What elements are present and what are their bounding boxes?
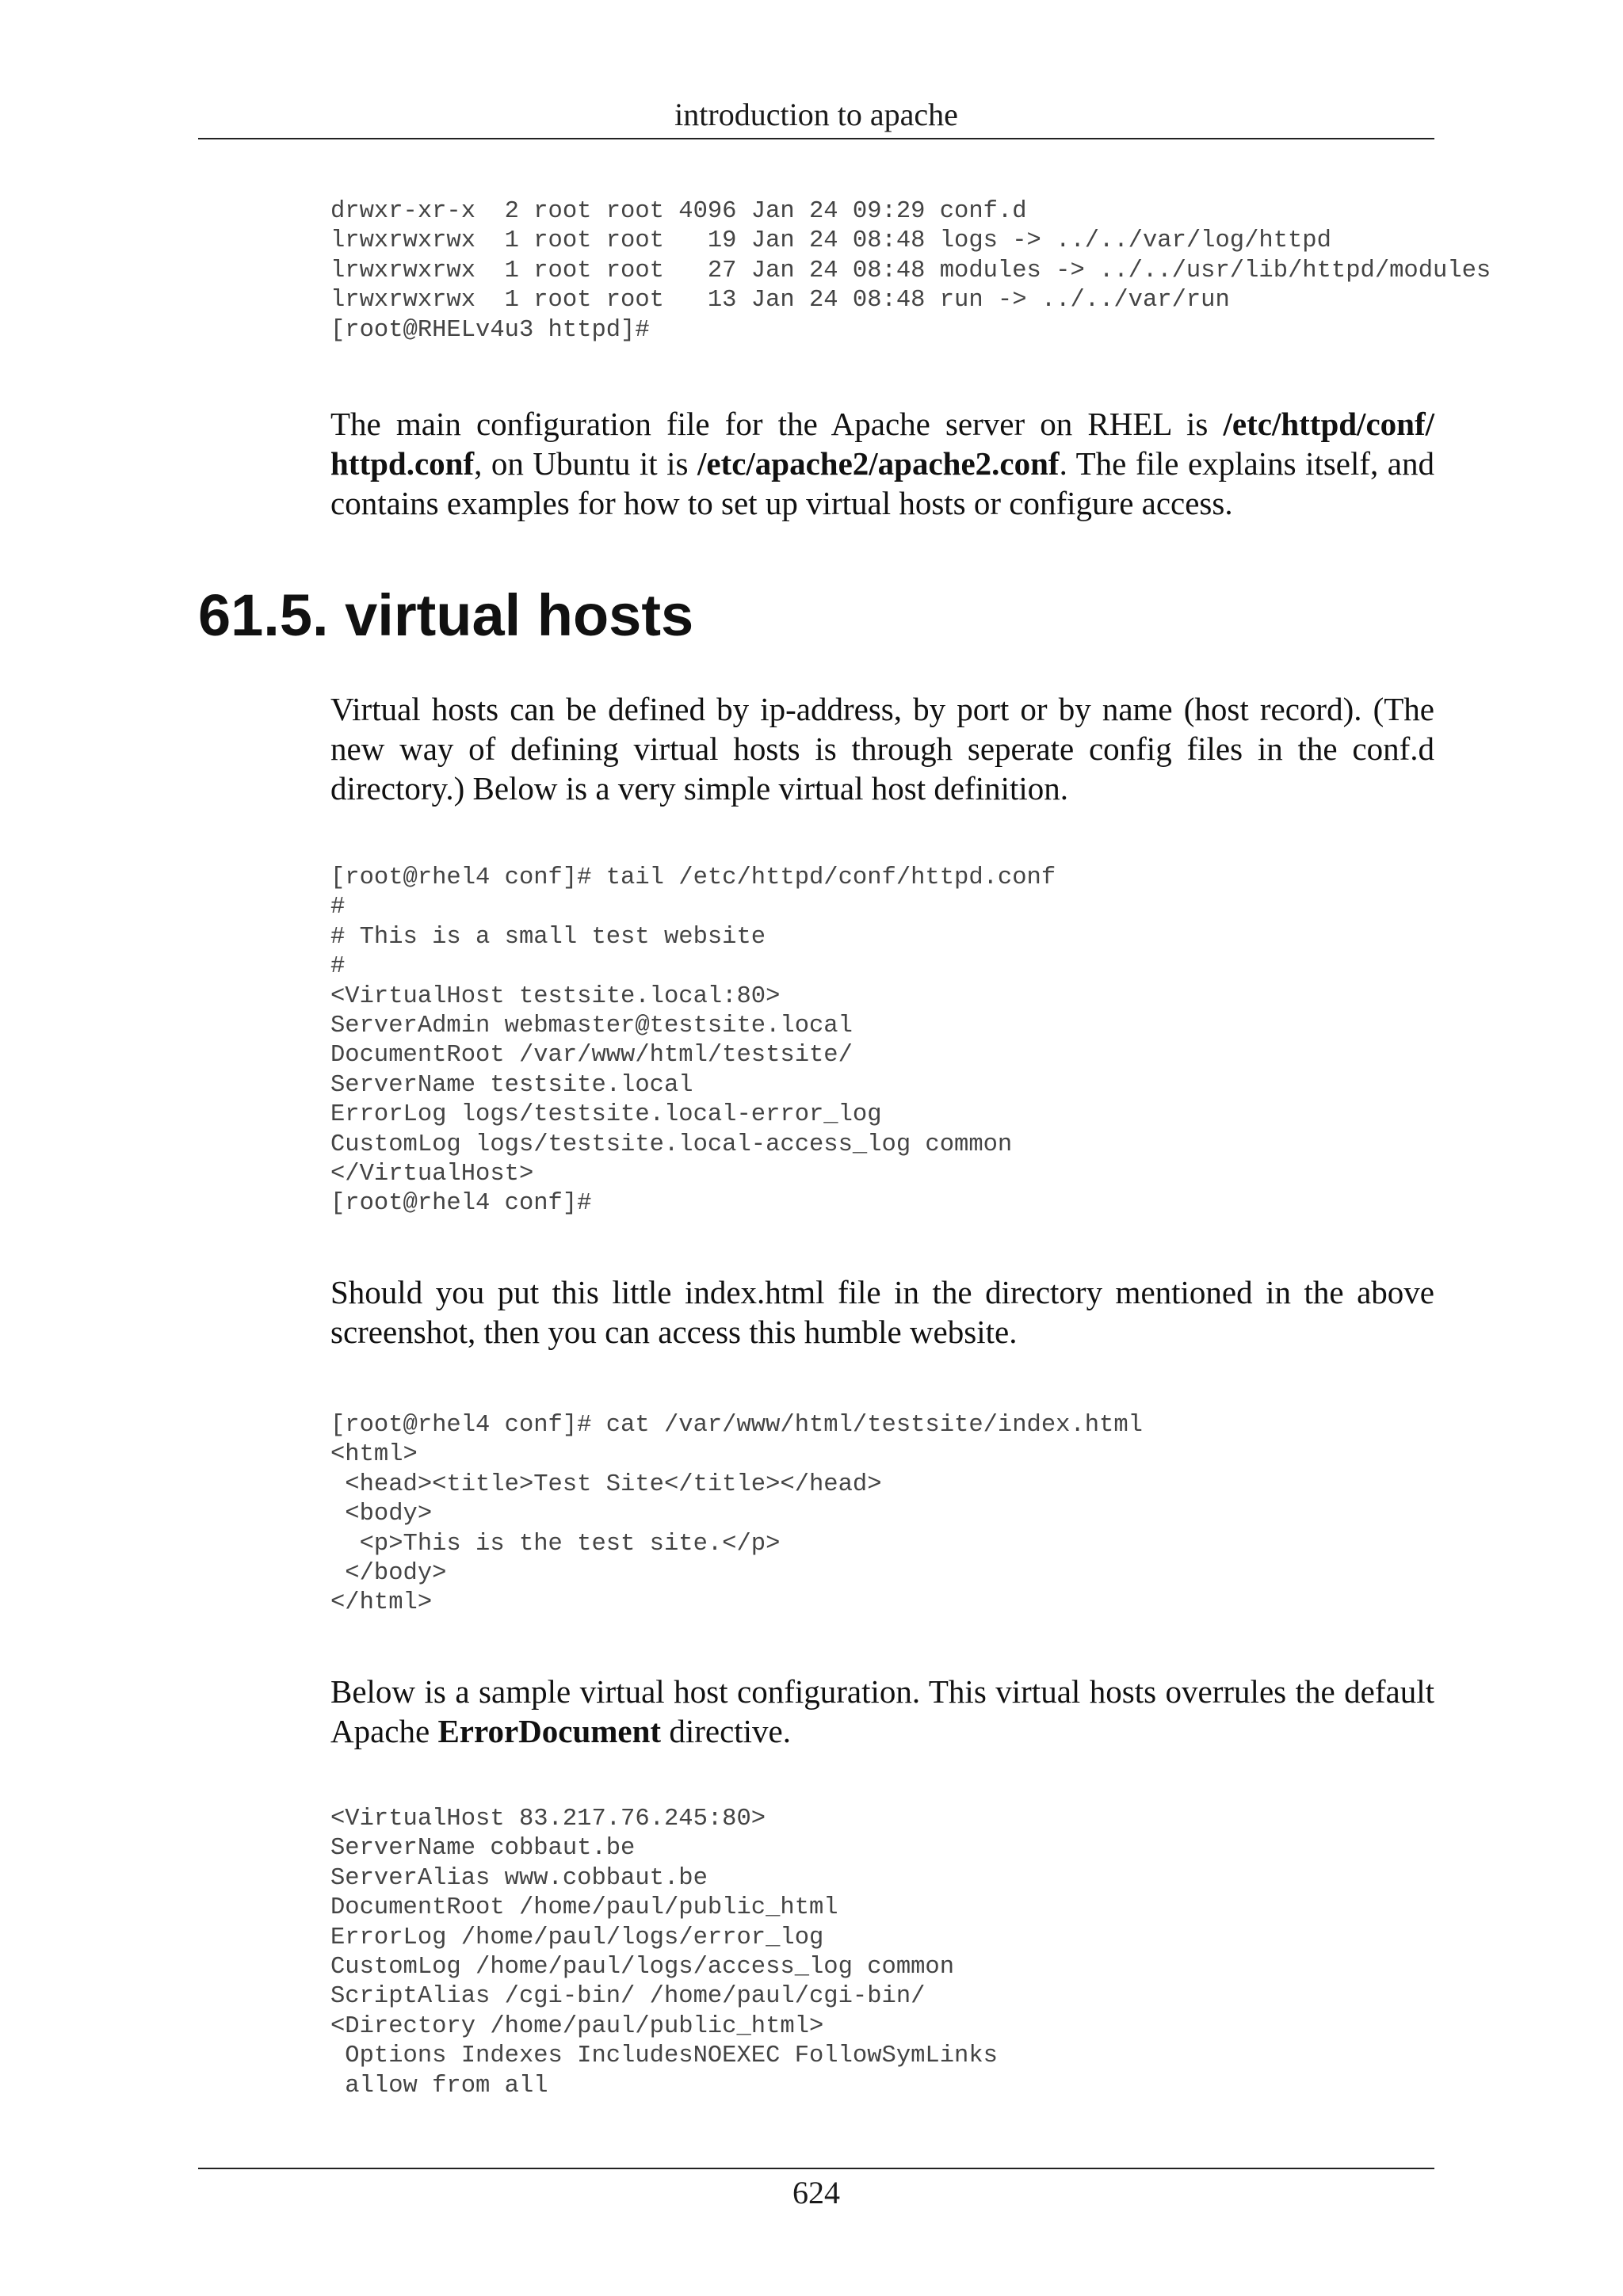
code-line: ErrorLog /home/paul/logs/error_log [330, 1924, 824, 1951]
code-line: ServerAdmin webmaster@testsite.local [330, 1012, 853, 1039]
code-line: [root@rhel4 conf]# cat /var/www/html/testsite/index.html [330, 1412, 1143, 1439]
code-line: ScriptAlias /cgi-bin/ /home/paul/cgi-bin/ [330, 1983, 926, 2011]
page-number: 624 [792, 2175, 840, 2210]
code-line: <p>This is the test site.</p> [330, 1530, 781, 1558]
running-header: introduction to apache [674, 97, 958, 132]
code-line: [root@rhel4 conf]# tail /etc/httpd/conf/httpd.conf [330, 864, 1056, 891]
paragraph-index-html: Should you put this little index.html file in the directory mentioned in the above screenshot, then you can access this humble website. [330, 1274, 1434, 1350]
code-line: CustomLog /home/paul/logs/access_log common [330, 1953, 955, 1981]
code-line: <VirtualHost 83.217.76.245:80> [330, 1806, 766, 1833]
code-line: </html> [330, 1589, 433, 1617]
code-line: # This is a small test website [330, 923, 766, 951]
code-line: lrwxrwxrwx 1 root root 27 Jan 24 08:48 modules -> ../../usr/lib/httpd/modules [330, 257, 1491, 284]
path-rhel-config: /etc/httpd/conf/ httpd.conf [330, 406, 1434, 482]
code-line: ServerName cobbaut.be [330, 1835, 636, 1863]
code-line: lrwxrwxrwx 1 root root 13 Jan 24 08:48 run -> ../../var/run [330, 287, 1230, 315]
code-line: lrwxrwxrwx 1 root root 19 Jan 24 08:48 logs -> ../../var/log/httpd [330, 227, 1331, 255]
error-document-directive: ErrorDocument [437, 1713, 662, 1749]
code-line: <head><title>Test Site</title></head> [330, 1470, 882, 1498]
code-line: CustomLog logs/testsite.local-access_log common [330, 1131, 1013, 1158]
code-line: drwxr-xr-x 2 root root 4096 Jan 24 09:29 conf.d [330, 198, 1027, 225]
path-ubuntu-config: /etc/apache2/apache2.conf [697, 445, 1060, 482]
code-line: Options Indexes IncludesNOEXEC FollowSymLinks [330, 2042, 998, 2070]
header-rule [198, 138, 1434, 139]
code-listing-virtualhost-config [330, 1805, 998, 2101]
code-line: DocumentRoot /home/paul/public_html [330, 1894, 838, 1922]
code-line: </body> [330, 1559, 447, 1587]
footer-rule [198, 2168, 1434, 2169]
code-line: allow from all [330, 2072, 548, 2100]
code-line: </VirtualHost> [330, 1160, 534, 1188]
paragraph-config-file: The main configuration file for the Apache server on RHEL is /etc/httpd/conf/ httpd.conf, on Ubuntu it is /etc/apache2/apache2.conf. The file explains itself, and contains examples for how to set up virtual hosts or configure access. [330, 406, 1434, 521]
code-line: <VirtualHost testsite.local:80> [330, 982, 781, 1010]
code-line: [root@rhel4 conf]# [330, 1190, 592, 1218]
code-line: <html> [330, 1441, 418, 1469]
code-line: # [330, 894, 346, 921]
code-line: [root@RHELv4u3 httpd]# [330, 316, 650, 344]
section-title: 61.5. virtual hosts [198, 582, 694, 648]
code-line: # [330, 953, 346, 981]
paragraph-sample-config: Below is a sample virtual host configuration. This virtual hosts overrules the default Apache ErrorDocument directive. [330, 1673, 1434, 1749]
code-line: ErrorLog logs/testsite.local-error_log [330, 1101, 882, 1129]
code-listing-httpd-conf [330, 864, 1056, 1219]
code-listing-index-html [330, 1411, 1143, 1619]
code-listing-directory [330, 197, 1491, 345]
code-line: <Directory /home/paul/public_html> [330, 2012, 824, 2040]
paragraph-virtual-hosts: Virtual hosts can be defined by ip-address, by port or by name (host record). (The new way of defining virtual hosts is through seperate config files in the conf.d directory.) Below is a very simple virtual host definition. [330, 691, 1434, 807]
code-line: ServerName testsite.local [330, 1071, 693, 1099]
code-line: <body> [330, 1501, 433, 1528]
code-line: DocumentRoot /var/www/html/testsite/ [330, 1042, 853, 1070]
code-line: ServerAlias www.cobbaut.be [330, 1864, 708, 1892]
